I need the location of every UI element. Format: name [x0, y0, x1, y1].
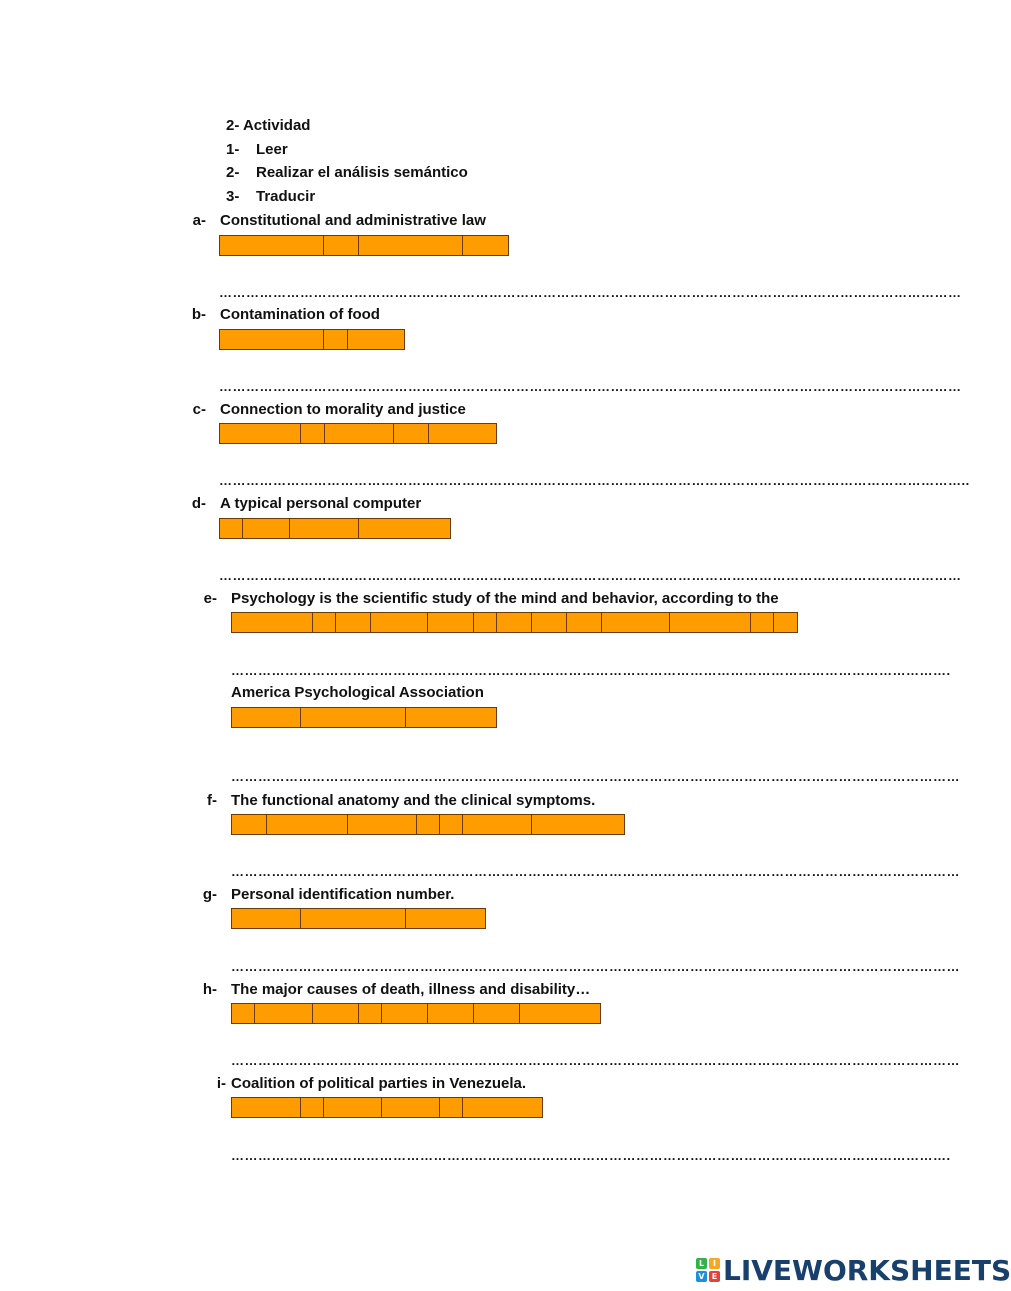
- liveworksheets-logo: [696, 1255, 1011, 1285]
- word-box-row: [231, 612, 798, 633]
- word-drop-box[interactable]: [567, 613, 602, 632]
- translation-line[interactable]: …………………………………………………………………………………………………………………………………………….: [231, 1148, 951, 1163]
- word-drop-box[interactable]: [359, 236, 463, 255]
- word-drop-box[interactable]: [359, 519, 450, 538]
- item-label: b-: [191, 306, 206, 323]
- item-sentence: Connection to morality and justice: [220, 401, 466, 418]
- translation-line[interactable]: …………………………………………………………………………………………………………………………………………………: [219, 379, 962, 394]
- word-drop-box[interactable]: [255, 1004, 313, 1023]
- word-drop-box[interactable]: [348, 815, 417, 834]
- item-sentence: The functional anatomy and the clinical symptoms.: [231, 792, 596, 809]
- item-label: c-: [192, 401, 206, 418]
- word-drop-box[interactable]: [382, 1004, 428, 1023]
- word-drop-box[interactable]: [428, 1004, 474, 1023]
- word-drop-box[interactable]: [497, 613, 532, 632]
- translation-line[interactable]: ………………………………………………………………………………………………………………………………………………: [231, 959, 960, 974]
- word-drop-box[interactable]: [359, 1004, 382, 1023]
- word-drop-box[interactable]: [348, 330, 404, 349]
- item-sentence: Psychology is the scientific study of the mind and behavior, according to the: [231, 590, 779, 607]
- word-drop-box[interactable]: [463, 236, 508, 255]
- item-label: a-: [192, 212, 206, 229]
- word-drop-box[interactable]: [463, 815, 532, 834]
- word-drop-box[interactable]: [417, 815, 440, 834]
- word-drop-box[interactable]: [532, 613, 567, 632]
- item-label: h-: [202, 981, 217, 998]
- word-drop-box[interactable]: [428, 613, 474, 632]
- word-drop-box[interactable]: [440, 815, 463, 834]
- word-drop-box[interactable]: [532, 815, 624, 834]
- item-sentence: Contamination of food: [220, 306, 380, 323]
- word-box-row: [231, 814, 625, 835]
- translation-line[interactable]: …………………………………………………………………………………………………………………………………………………: [219, 285, 962, 300]
- word-drop-box[interactable]: [232, 1098, 301, 1117]
- item-sentence-continuation: America Psychological Association: [231, 684, 484, 701]
- word-drop-box[interactable]: [394, 424, 429, 443]
- logo-letter: L: [696, 1258, 707, 1269]
- item-label: e-: [203, 590, 217, 607]
- word-drop-box[interactable]: [325, 424, 394, 443]
- translation-line[interactable]: …………………………………………………………………………………………………………………………………………………: [219, 568, 962, 583]
- word-drop-box[interactable]: [301, 708, 406, 727]
- brand-name: LIVEWORKSHEETS: [723, 1253, 1011, 1287]
- word-drop-box[interactable]: [313, 613, 336, 632]
- item-label: i-: [216, 1075, 226, 1092]
- word-drop-box[interactable]: [220, 330, 324, 349]
- word-drop-box[interactable]: [232, 815, 267, 834]
- word-drop-box[interactable]: [474, 613, 497, 632]
- word-drop-box[interactable]: [371, 613, 429, 632]
- word-drop-box[interactable]: [520, 1004, 600, 1023]
- item-label: d-: [191, 495, 206, 512]
- step-number: 2-: [226, 164, 240, 181]
- logo-letter: V: [696, 1271, 707, 1282]
- word-drop-box[interactable]: [429, 424, 496, 443]
- item-sentence: Personal identification number.: [231, 886, 455, 903]
- word-drop-box[interactable]: [220, 236, 324, 255]
- word-drop-box[interactable]: [232, 613, 313, 632]
- translation-line[interactable]: ………………………………………………………………………………………………………………………………………………: [231, 864, 960, 879]
- word-box-row: [231, 707, 497, 728]
- word-drop-box[interactable]: [602, 613, 671, 632]
- word-drop-box[interactable]: [324, 236, 359, 255]
- word-drop-box[interactable]: [301, 1098, 324, 1117]
- word-box-row: [219, 423, 497, 444]
- word-drop-box[interactable]: [232, 909, 301, 928]
- word-drop-box[interactable]: [290, 519, 359, 538]
- word-box-row: [219, 518, 451, 539]
- word-drop-box[interactable]: [463, 1098, 542, 1117]
- word-drop-box[interactable]: [440, 1098, 463, 1117]
- step-text: Traducir: [256, 188, 316, 205]
- translation-line[interactable]: …………………………………………………………………………………………………………………………………………………..: [219, 473, 970, 488]
- word-drop-box[interactable]: [670, 613, 751, 632]
- word-drop-box[interactable]: [336, 613, 371, 632]
- word-drop-box[interactable]: [751, 613, 774, 632]
- item-label: g-: [202, 886, 217, 903]
- word-drop-box[interactable]: [243, 519, 290, 538]
- word-drop-box[interactable]: [324, 1098, 382, 1117]
- item-sentence: Constitutional and administrative law: [220, 212, 486, 229]
- step-number: 1-: [226, 141, 240, 158]
- word-drop-box[interactable]: [474, 1004, 520, 1023]
- word-drop-box[interactable]: [220, 424, 301, 443]
- item-label: f-: [207, 792, 217, 809]
- word-drop-box[interactable]: [324, 330, 348, 349]
- translation-line[interactable]: …………………………………………………………………………………………………………………………………………….: [231, 663, 951, 678]
- word-drop-box[interactable]: [232, 708, 301, 727]
- word-drop-box[interactable]: [301, 424, 325, 443]
- word-drop-box[interactable]: [220, 519, 243, 538]
- word-drop-box[interactable]: [301, 909, 406, 928]
- word-box-row: [219, 235, 509, 256]
- step-number: 3-: [226, 188, 240, 205]
- step-text: Leer: [256, 141, 288, 158]
- word-drop-box[interactable]: [232, 1004, 255, 1023]
- word-drop-box[interactable]: [406, 909, 485, 928]
- activity-heading: 2- Actividad: [226, 117, 311, 134]
- item-sentence: The major causes of death, illness and disability…: [231, 981, 591, 998]
- live-blocks-icon: [696, 1258, 720, 1282]
- word-box-row: [231, 1097, 543, 1118]
- word-drop-box[interactable]: [313, 1004, 359, 1023]
- translation-line[interactable]: ………………………………………………………………………………………………………………………………………………: [231, 1053, 960, 1068]
- step-text: Realizar el análisis semántico: [256, 164, 468, 181]
- word-drop-box[interactable]: [406, 708, 496, 727]
- word-drop-box[interactable]: [382, 1098, 440, 1117]
- word-box-row: [219, 329, 405, 350]
- word-box-row: [231, 1003, 601, 1024]
- translation-line[interactable]: ………………………………………………………………………………………………………………………………………………: [231, 769, 960, 784]
- logo-letter: E: [709, 1271, 720, 1282]
- item-sentence: A typical personal computer: [220, 495, 422, 512]
- word-drop-box[interactable]: [774, 613, 797, 632]
- logo-letter: I: [709, 1258, 720, 1269]
- word-drop-box[interactable]: [267, 815, 348, 834]
- item-sentence: Coalition of political parties in Venezuela.: [231, 1075, 527, 1092]
- word-box-row: [231, 908, 486, 929]
